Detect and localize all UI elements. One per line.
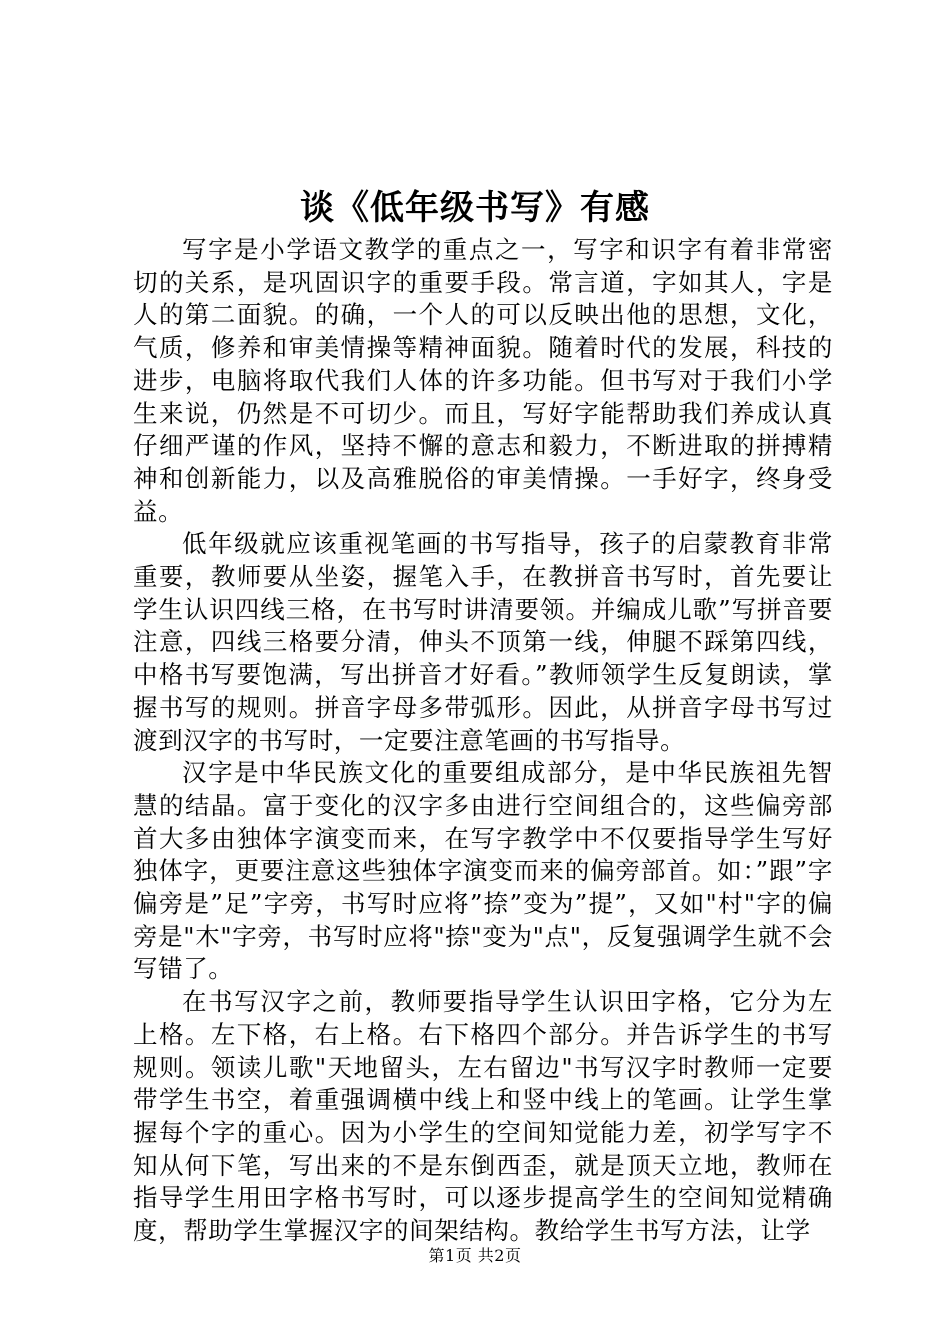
- page-number-footer: 第1页 共2页: [428, 1246, 522, 1265]
- document-body: [133, 234, 833, 1248]
- document-title: 谈《低年级书写》有感: [300, 188, 650, 228]
- paragraph-1: 写字是小学语文教学的重点之一，写字和识字有着非常密切的关系，是巩固识字的重要手段。常言道，字如其人，字是人的第二面貌。的确，一个人的可以反映出他的思想，文化，气质，修养和审美情操等精神面貌。随着时代的发展，科技的进步，电脑将取代我们人体的许多功能。但书写对于我们小学生来说，仍然是不可切少。而且，写好字能帮助我们养成认真仔细严谨的作风，坚持不懈的意志和毅力，不断进取的拼搏精神和创新能力，以及高雅脱俗的审美情操。一手好字，终身受益。: [133, 235, 833, 526]
- paragraph-2: 低年级就应该重视笔画的书写指导，孩子的启蒙教育非常重要，教师要从坐姿，握笔入手，在教拼音书写时，首先要让学生认识四线三格，在书写时讲清要领。并编成儿歌”写拼音要注意，四线三格要分清，伸头不顶第一线，伸腿不踩第四线，中格书写要饱满，写出拼音才好看。”教师领学生反复朗读，掌握书写的规则。拼音字母多带弧形。因此，从拼音字母书写过渡到汉字的书写时，一定要注意笔画的书写指导。: [133, 529, 833, 755]
- paragraph-3: 汉字是中华民族文化的重要组成部分，是中华民族祖先智慧的结晶。富于变化的汉字多由进行空间组合的，这些偏旁部首大多由独体字演变而来，在写字教学中不仅要指导学生写好独体字，更要注意这些独体字演变而来的偏旁部首。如：”跟”字偏旁是”足”字旁，书写时应将”捺”变为”提”，又如"村"字的偏旁是"木"字旁，书写时应将"捺"变为"点"，反复强调学生就不会写错了。: [133, 758, 833, 984]
- paragraph-4: 在书写汉字之前，教师要指导学生认识田字格，它分为左上格。左下格，右上格。右下格四个部分。并告诉学生的书写规则。领读儿歌"天地留头，左右留边"书写汉字时教师一定要带学生书空，着重强调横中线上和竖中线上的笔画。让学生掌握每个字的重心。因为小学生的空间知觉能力差，初学写字不知从何下笔，写出来的不是东倒西歪，就是顶天立地，教师在指导学生用田字格书写时，可以逐步提高学生的空间知觉精确度，帮助学生掌握汉字的间架结构。教给学生书写方法，让学: [133, 987, 833, 1246]
